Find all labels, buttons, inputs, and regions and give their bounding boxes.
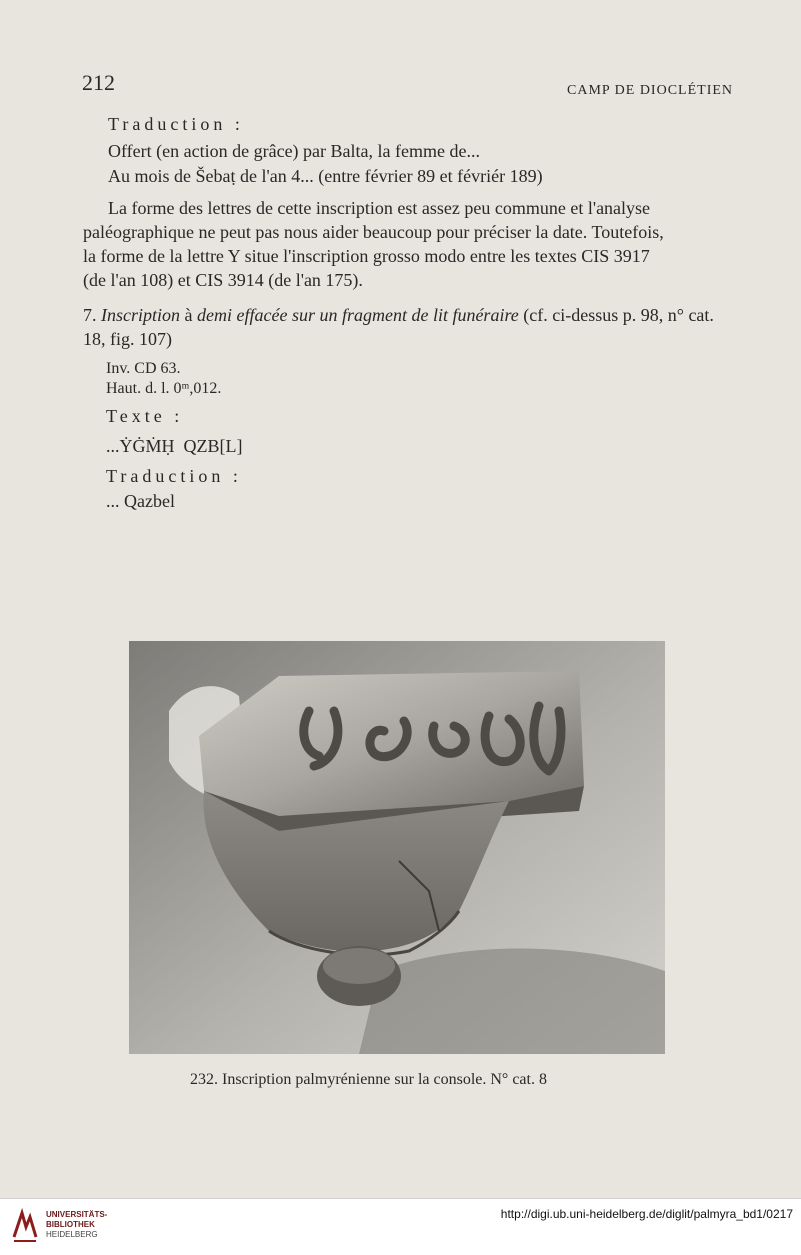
item-7-line-1	[83, 305, 714, 326]
figure-photo	[129, 641, 665, 1054]
item-number: 7.	[83, 305, 97, 325]
library-name-line-1: UNIVERSITÄTS-	[46, 1210, 108, 1219]
item-title-plain-b: (cf. ci-dessus p. 98, n° cat.	[518, 305, 714, 325]
running-head: CAMP DE DIOCLÉTIEN	[567, 83, 734, 98]
translation-qazbel: ... Qazbel	[106, 491, 175, 511]
paragraph	[83, 196, 734, 292]
traduction-heading: Traduction :	[106, 466, 242, 486]
item-title-plain-a: à	[180, 305, 197, 325]
figure-caption: 232. Inscription palmyrénienne sur la console. N° cat. 8	[190, 1071, 547, 1088]
paragraph-line: paléographique ne peut pas nous aider beaucoup pour préciser la date. Toutefois,	[83, 222, 664, 242]
library-name-line-3: HEIDELBERG	[46, 1230, 98, 1239]
library-logo-icon	[10, 1207, 40, 1250]
item-7-line-2: 18, fig. 107)	[83, 329, 172, 349]
texte-heading: Texte :	[106, 406, 184, 426]
item-title-italic-b: demi effacée sur un fragment de lit funéraire	[197, 305, 519, 325]
paragraph-line: la forme de la lettre Y situe l'inscription grosso modo entre les textes CIS 3917	[83, 246, 650, 266]
transliteration: ...ẎĠṀḤ QZB[L]	[106, 436, 243, 456]
library-footer	[0, 1198, 801, 1255]
console-fragment-image	[129, 641, 665, 1054]
library-name	[46, 1210, 107, 1240]
source-link[interactable]: http://digi.ub.uni-heidelberg.de/diglit/palmyra_bd1/0217	[500, 1207, 793, 1221]
item-title-italic-a: Inscription	[101, 305, 180, 325]
height: Haut. d. l. 0ᵐ,012.	[106, 380, 222, 397]
paragraph-line: (de l'an 108) et CIS 3914 (de l'an 175).	[83, 270, 363, 290]
library-name-line-2: BIBLIOTHEK	[46, 1220, 95, 1229]
translation-line-1: Offert (en action de grâce) par Balta, la femme de...	[108, 141, 480, 161]
paragraph-line: La forme des lettres de cette inscription est assez peu commune et l'analyse	[108, 198, 651, 218]
page-number: 212	[82, 70, 115, 95]
inventory: Inv. CD 63.	[106, 360, 181, 377]
translation-line-2: Au mois de Šebaṭ de l'an 4... (entre février 89 et févriér 189)	[108, 166, 543, 186]
translation-heading: Traduction :	[108, 114, 244, 134]
